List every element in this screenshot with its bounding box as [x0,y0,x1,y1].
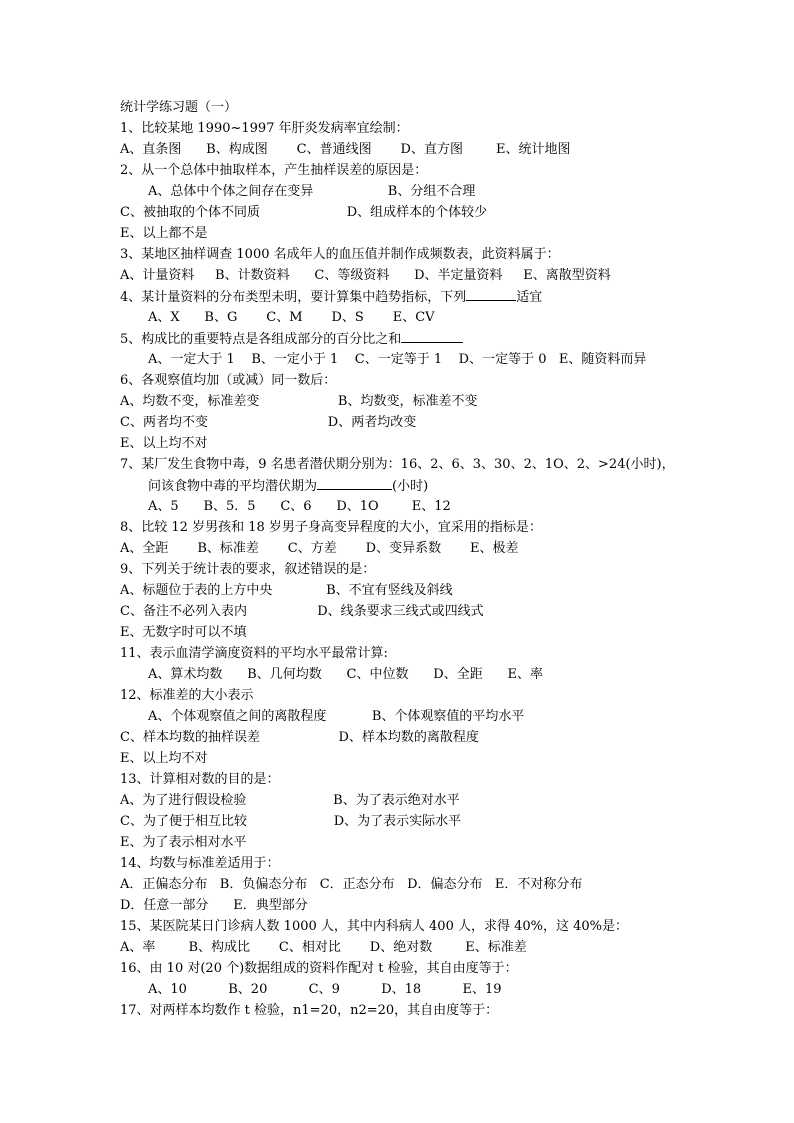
text-line [120,286,542,307]
line-text: A、一定大于 1 B、一定小于 1 C、一定等于 1 D、一定等于 0 E、随资料而异 [148,352,647,367]
text-line [120,370,336,391]
line-text: 6、各观察值均加（或减）同一数后： [120,373,337,388]
text-line [120,937,527,958]
text-line [120,874,582,895]
line-text: 统计学练习题（一） [120,100,238,115]
text-line [120,853,280,874]
text-line [120,811,461,832]
text-line [120,412,416,433]
text-line [120,244,560,265]
line-text: 11、表示血清学滴度资料的平均水平最常计算: [120,646,388,661]
page-title [120,97,237,118]
line-text: A、计量资料 B、计数资料 C、等级资料 D、半定量资料 E、离散型资料 [120,268,611,283]
line-text: 13、计算相对数的目的是： [120,772,280,787]
text-line [120,643,388,664]
line-text: E、无数字时可以不填 [120,625,247,640]
line-text: C、备注不必列入表内 D、线条要求三线式或四线式 [120,604,484,619]
text-line [120,790,460,811]
line-text: C、被抽取的个体不同质 D、组成样本的个体较少 [120,205,488,220]
answer-blank [401,328,463,343]
text-line [120,433,208,454]
line-text: 17、对两样本均数作 t 检验，n1=20，n2=20，其自由度等于： [120,1003,499,1018]
text-line [148,349,646,370]
text-line [120,958,518,979]
text-line [148,496,451,517]
text-line [120,622,247,643]
text-line [148,307,435,328]
line-text: A、个体观察值之间的离散程度 B、个体观察值的平均水平 [148,709,525,724]
line-text: 9、下列关于统计表的要求，叙述错误的是： [120,562,376,577]
line-text: 14、均数与标准差适用于： [120,856,280,871]
line-text: A、均数不变，标准差变 B、均数变，标准差不变 [120,394,478,409]
text-line [148,181,475,202]
text-line [148,664,543,685]
line-text: 问该食物中毒的平均潜伏期为 [148,479,318,494]
line-text: 2、从一个总体中抽取样本，产生抽样误差的原因是： [120,163,428,178]
line-text: A．正偏态分布 B．负偏态分布 C．正态分布 D．偏态分布 E．不对称分布 [120,877,583,892]
text-line [120,391,477,412]
text-line [120,454,675,475]
text-line [148,475,428,496]
line-text: A、X B、G C、M D、S E、CV [148,310,435,325]
line-text: 16、由 10 对(20 个)数据组成的资料作配对 t 检验，其自由度等于： [120,961,518,976]
line-text-tail: (小时) [392,479,429,494]
line-text: A、率 B、构成比 C、相对比 D、绝对数 E、标准差 [120,940,527,955]
line-text: A、算术均数 B、几何均数 C、中位数 D、全距 E、率 [148,667,543,682]
line-text: A、为了进行假设检验 B、为了表示绝对水平 [120,793,460,808]
text-line [120,748,208,769]
answer-blank [317,475,392,490]
line-text: E、以上均不对 [120,751,208,766]
text-line [120,517,542,538]
text-line [120,328,463,349]
line-text: D．任意一部分 E．典型部分 [120,898,308,913]
text-line [120,160,427,181]
line-text: 1、比较某地 1990~1997 年肝炎发病率宜绘制： [120,121,409,136]
text-line [120,202,487,223]
text-line [120,538,519,559]
line-text: 8、比较 12 岁男孩和 18 岁男子身高变异程度的大小，宜采用的指标是： [120,520,542,535]
text-line [120,139,571,160]
text-line [120,559,375,580]
text-line [120,580,453,601]
line-text: A、全距 B、标准差 C、方差 D、变异系数 E、极差 [120,541,519,556]
text-line [120,223,208,244]
line-text: A、5 B、5．5 C、6 D、1O E、12 [148,499,451,514]
text-line [120,727,479,748]
text-line [148,706,524,727]
line-text-tail: 适宜 [516,290,543,305]
line-text: 7、某厂发生食物中毒，9 名患者潜伏期分别为：16、2、6、3、30、2、1O、2、>24(小时)， [120,457,675,472]
text-line [120,265,611,286]
text-line [120,1000,498,1021]
text-line [120,118,409,139]
text-line [120,916,628,937]
text-line [120,895,308,916]
line-text: E、为了表示相对水平 [120,835,247,850]
line-text: 3、某地区抽样调查 1000 名成年人的血压值并制作成频数表，此资料属于： [120,247,560,262]
text-line [120,769,280,790]
line-text: A、直条图 B、构成图 C、普通线图 D、直方图 E、统计地图 [120,142,571,157]
line-text: E、以上都不是 [120,226,208,241]
line-text: A、10 B、20 C、9 D、18 E、19 [148,982,502,997]
line-text: C、两者均不变 D、两者均改变 [120,415,417,430]
text-line [120,832,247,853]
text-line [120,601,484,622]
answer-blank [466,286,516,301]
line-text: A、总体中个体之间存在变异 B、分组不合理 [148,184,476,199]
text-line [120,685,254,706]
line-text: C、为了便于相互比较 D、为了表示实际水平 [120,814,462,829]
text-line [148,979,502,1000]
line-text: 5、构成比的重要特点是各组成部分的百分比之和 [120,332,402,347]
line-text: 15、某医院某日门诊病人数 1000 人，其中内科病人 400 人，求得 40%，这 40%是： [120,919,629,934]
line-text: 12、标准差的大小表示 [120,688,254,703]
line-text: 4、某计量资料的分布类型未明，要计算集中趋势指标，下列 [120,290,467,305]
line-text: A、标题位于表的上方中央 B、不宜有竖线及斜线 [120,583,453,598]
line-text: C、样本均数的抽样误差 D、样本均数的离散程度 [120,730,479,745]
line-text: E、以上均不对 [120,436,208,451]
